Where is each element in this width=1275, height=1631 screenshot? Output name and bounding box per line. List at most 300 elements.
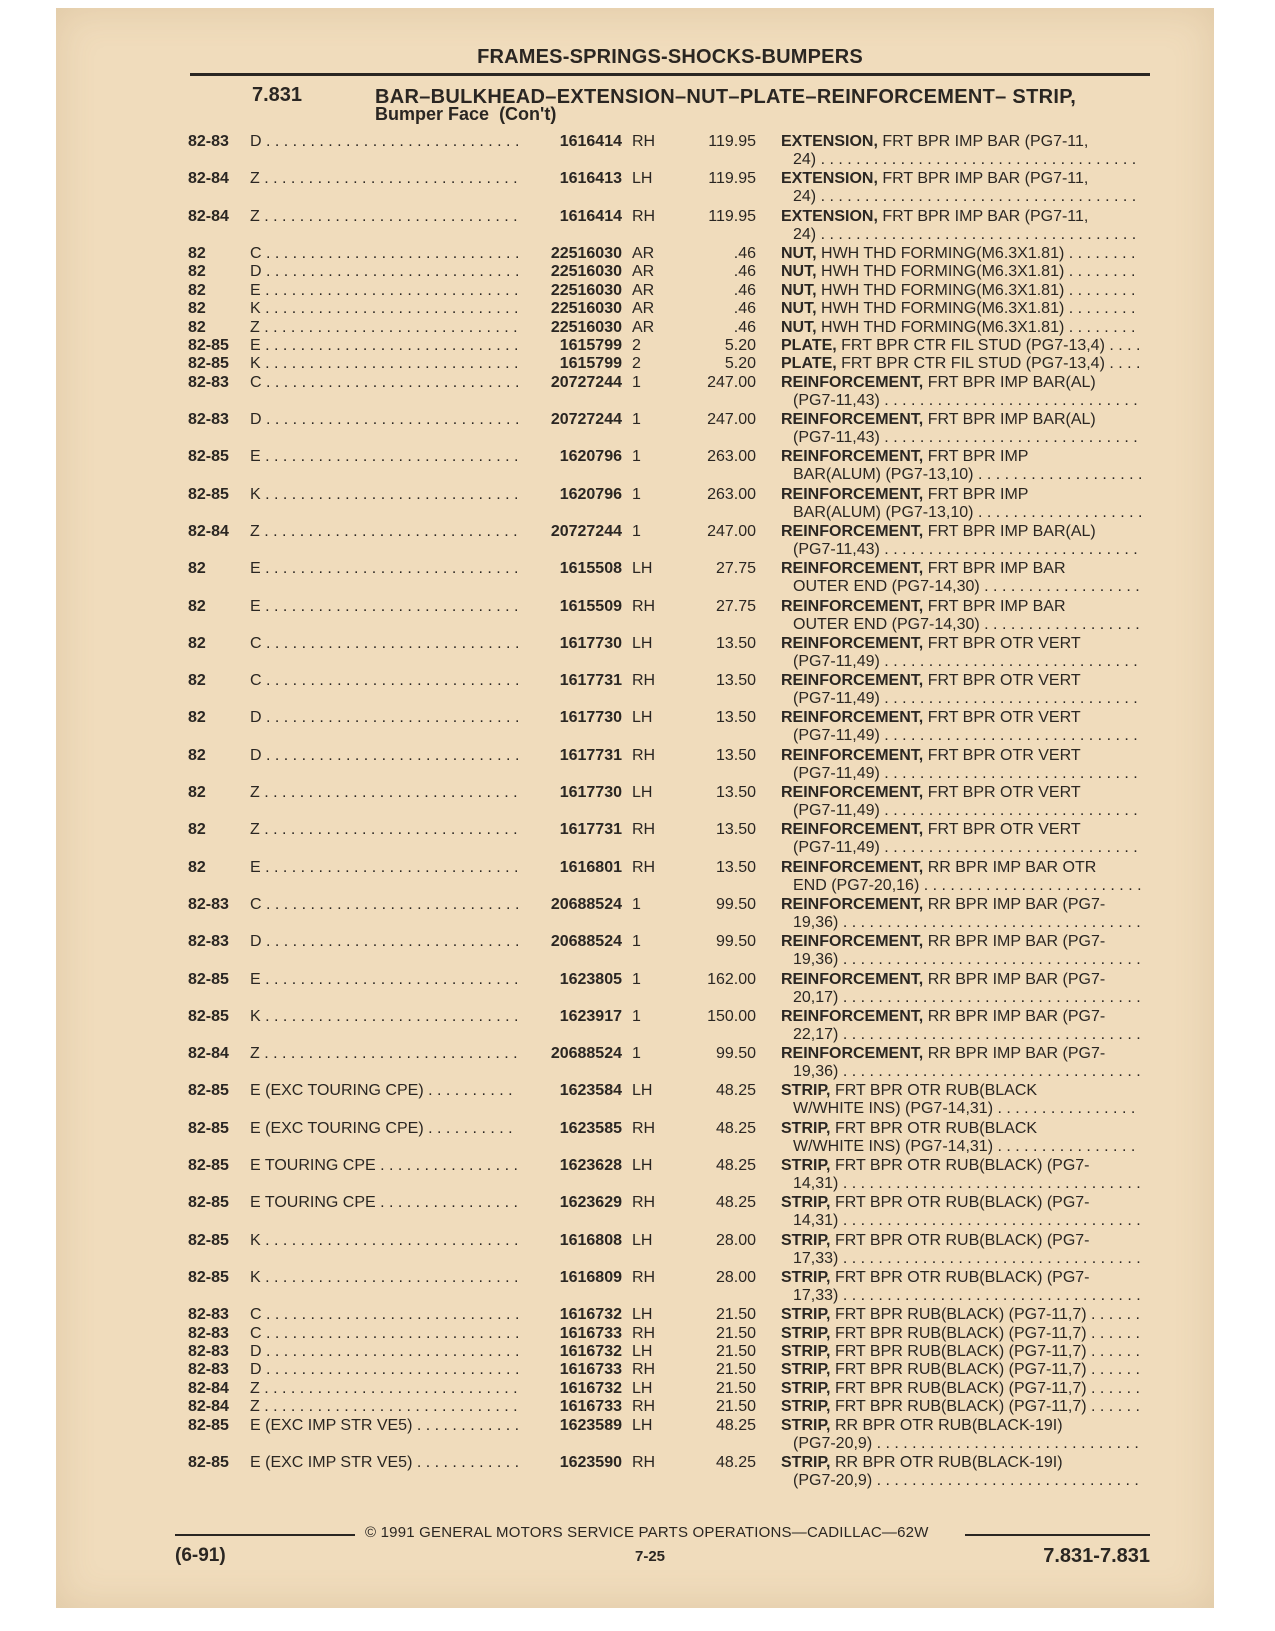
- row-description-text: RR BPR OTR RUB(BLACK-19I): [834, 1453, 1063, 1471]
- row-quantity: RH: [632, 1361, 656, 1379]
- row-description-continued: 17,33) . . .: [793, 1287, 1141, 1305]
- row-description: [781, 1008, 1141, 1026]
- row-description: [781, 635, 1141, 653]
- row-part-name: STRIP,: [781, 1398, 831, 1416]
- row-description-text: FRT BPR IMP: [927, 485, 1029, 503]
- row-part-name: EXTENSION,: [781, 170, 878, 188]
- row-quantity: RH: [632, 1194, 656, 1212]
- row-price: 119.95: [708, 170, 756, 188]
- row-year: 82: [188, 300, 206, 318]
- row-year: 82-83: [188, 133, 229, 150]
- row-description-text: HWH THD FORMING(M6.3X1.81): [821, 263, 1065, 281]
- row-description: [781, 747, 1141, 765]
- row-price: 99.50: [715, 1045, 756, 1063]
- header-rule: [190, 73, 1150, 76]
- row-part-number: 1616733: [559, 1398, 622, 1416]
- row-description: [781, 355, 1141, 373]
- row-year: 82-85: [188, 1268, 229, 1286]
- row-part-number: 1623584: [559, 1082, 622, 1100]
- row-description-continued: 24) . . .: [793, 151, 1141, 169]
- row-price: 5.20: [724, 336, 756, 354]
- row-year: 82: [188, 263, 206, 281]
- row-quantity: 1: [632, 1045, 641, 1063]
- row-year: 82-83: [188, 1361, 229, 1379]
- row-model: E . . .: [250, 971, 518, 989]
- row-model: C . . .: [250, 374, 518, 392]
- row-description: [781, 1120, 1141, 1138]
- row-description-text: RR BPR IMP BAR (PG7-: [927, 970, 1106, 988]
- row-model: K . . .: [250, 300, 518, 318]
- row-part-name: STRIP,: [781, 1231, 831, 1249]
- row-model: D . . .: [250, 133, 518, 151]
- row-price: 27.75: [715, 560, 756, 578]
- row-model: K . . .: [250, 486, 518, 504]
- row-description-continued: 20,17) . . .: [793, 989, 1141, 1007]
- row-year: 82: [188, 672, 206, 690]
- row-model: D . . .: [250, 933, 518, 951]
- page-header: FRAMES-SPRINGS-SHOCKS-BUMPERS: [477, 46, 863, 68]
- row-part-name: STRIP,: [781, 1343, 831, 1360]
- row-description-text: RR BPR IMP BAR (PG7-: [927, 933, 1106, 951]
- row-description: [781, 1361, 1141, 1379]
- row-description-text: RR BPR IMP BAR (PG7-: [927, 895, 1106, 913]
- row-part-number: 1616732: [559, 1379, 622, 1397]
- row-model: D . . .: [250, 747, 518, 765]
- row-description: [781, 1398, 1141, 1416]
- row-part-number: 1616413: [559, 170, 622, 188]
- row-part-name: PLATE,: [781, 355, 837, 373]
- row-description: [781, 1082, 1141, 1100]
- row-part-name: REINFORCEMENT,: [781, 1045, 924, 1063]
- row-part-number: 1623628: [559, 1157, 622, 1174]
- row-description-text: FRT BPR OTR RUB(BLACK) (PG7-: [834, 1268, 1090, 1286]
- row-description: [781, 245, 1141, 263]
- row-quantity: LH: [632, 1416, 653, 1434]
- row-part-number: 22516030: [550, 263, 622, 281]
- row-quantity: RH: [632, 597, 656, 615]
- row-part-number: 20727244: [550, 411, 622, 428]
- row-part-number: 1615799: [559, 336, 622, 354]
- row-part-number: 20727244: [550, 522, 622, 540]
- row-model: C . . .: [250, 245, 518, 263]
- row-description: [781, 859, 1141, 877]
- row-year: 82-85: [188, 355, 229, 373]
- row-model: C . . .: [250, 1325, 518, 1343]
- row-description-continued: (PG7-11,49) . . .: [793, 727, 1141, 745]
- row-description-text: FRT BPR CTR FIL STUD (PG7-13,4): [841, 336, 1105, 354]
- row-quantity: LH: [632, 784, 653, 801]
- row-model: E . . .: [250, 560, 518, 578]
- row-description: [781, 1269, 1141, 1287]
- row-description: [781, 560, 1141, 578]
- row-part-name: STRIP,: [781, 1324, 831, 1342]
- row-model: C . . .: [250, 1306, 518, 1324]
- row-description: [781, 1194, 1141, 1212]
- row-description-continued: 24) . . .: [793, 226, 1141, 244]
- row-part-name: NUT,: [781, 318, 817, 336]
- row-year: 82: [188, 821, 206, 839]
- row-price: 28.00: [715, 1231, 756, 1249]
- row-description-continued: 14,31) . . .: [793, 1212, 1141, 1230]
- row-model: C . . .: [250, 672, 518, 690]
- row-quantity: RH: [632, 858, 656, 876]
- row-description-continued: 19,36) . . .: [793, 1063, 1141, 1081]
- row-part-number: 1617731: [559, 672, 622, 690]
- row-part-name: NUT,: [781, 244, 817, 262]
- row-model: E (EXC IMP STR VE5) . . .: [250, 1417, 518, 1435]
- row-quantity: 1: [632, 448, 641, 466]
- row-description: [781, 1417, 1141, 1435]
- row-quantity: 2: [632, 336, 641, 354]
- row-model: Z . . .: [250, 1380, 518, 1398]
- row-description-text: FRT BPR CTR FIL STUD (PG7-13,4): [841, 355, 1105, 373]
- row-price: 48.25: [715, 1082, 756, 1100]
- row-price: 21.50: [715, 1361, 756, 1379]
- row-quantity: RH: [632, 1268, 656, 1286]
- row-description-text: FRT BPR RUB(BLACK) (PG7-11,7): [834, 1343, 1087, 1360]
- row-part-number: 1623590: [559, 1453, 622, 1471]
- row-description-text: FRT BPR RUB(BLACK) (PG7-11,7): [834, 1324, 1087, 1342]
- row-model: E . . .: [250, 282, 518, 300]
- row-year: 82: [188, 318, 206, 336]
- row-price: 21.50: [715, 1306, 756, 1324]
- row-description-continued: BAR(ALUM) (PG7-13,10) . . .: [793, 466, 1141, 484]
- row-price: 13.50: [715, 821, 756, 839]
- row-description: [781, 319, 1141, 337]
- row-year: 82: [188, 858, 206, 876]
- row-model: Z . . .: [250, 319, 518, 337]
- row-quantity: RH: [632, 207, 656, 225]
- row-year: 82-84: [188, 207, 229, 225]
- row-part-number: 1617730: [559, 709, 622, 727]
- row-description-continued: (PG7-11,43) . . .: [793, 429, 1141, 447]
- row-price: 48.25: [715, 1119, 756, 1137]
- row-year: 82-83: [188, 373, 229, 391]
- row-description-text: FRT BPR OTR VERT: [927, 634, 1081, 652]
- row-description-continued: (PG7-11,49) . . .: [793, 765, 1141, 783]
- row-description-continued: 24) . . .: [793, 188, 1141, 206]
- row-year: 82-85: [188, 1119, 229, 1137]
- row-description-text: HWH THD FORMING(M6.3X1.81): [821, 300, 1065, 318]
- row-description: [781, 896, 1141, 914]
- row-price: 13.50: [715, 634, 756, 652]
- row-quantity: LH: [632, 1157, 653, 1174]
- row-description-text: RR BPR IMP BAR (PG7-: [927, 1045, 1106, 1063]
- row-description-text: FRT BPR RUB(BLACK) (PG7-11,7): [834, 1306, 1087, 1324]
- row-quantity: RH: [632, 821, 656, 839]
- row-part-name: NUT,: [781, 300, 817, 318]
- row-part-number: 1615509: [559, 597, 622, 615]
- row-price: .46: [733, 263, 756, 281]
- section-subtitle: [375, 104, 556, 125]
- row-model: Z . . .: [250, 208, 518, 226]
- row-quantity: AR: [632, 263, 655, 281]
- row-price: .46: [733, 300, 756, 318]
- row-description-text: FRT BPR OTR RUB(BLACK: [834, 1119, 1038, 1137]
- row-model: Z . . .: [250, 523, 518, 541]
- row-year: 82-85: [188, 1194, 229, 1212]
- section-number: 7.831: [252, 84, 303, 106]
- row-price: 263.00: [707, 448, 756, 466]
- row-part-number: 1616809: [559, 1268, 622, 1286]
- row-part-number: 1616733: [559, 1361, 622, 1379]
- row-description: [781, 208, 1141, 226]
- row-description: [781, 337, 1141, 355]
- row-description: [781, 709, 1141, 727]
- row-model: K . . .: [250, 355, 518, 373]
- footer-section-range: 7.831-7.831: [1043, 1545, 1150, 1567]
- row-part-name: STRIP,: [781, 1416, 831, 1434]
- row-model: Z . . .: [250, 1045, 518, 1063]
- row-description-text: FRT BPR IMP BAR(AL): [927, 411, 1096, 428]
- row-price: 28.00: [715, 1268, 756, 1286]
- row-price: 119.95: [708, 207, 756, 225]
- row-description-text: FRT BPR OTR RUB(BLACK) (PG7-: [834, 1157, 1090, 1174]
- row-part-name: REINFORCEMENT,: [781, 970, 924, 988]
- row-quantity: 1: [632, 373, 641, 391]
- footer-date: (6-91): [175, 1545, 226, 1566]
- row-part-number: 22516030: [550, 244, 622, 262]
- row-part-name: NUT,: [781, 281, 817, 299]
- row-model: Z . . .: [250, 784, 518, 802]
- row-part-name: REINFORCEMENT,: [781, 411, 924, 428]
- row-quantity: RH: [632, 1398, 656, 1416]
- row-part-name: REINFORCEMENT,: [781, 895, 924, 913]
- row-model: E TOURING CPE . . .: [250, 1194, 518, 1212]
- row-description-text: FRT BPR OTR RUB(BLACK) (PG7-: [834, 1231, 1090, 1249]
- row-part-number: 1617731: [559, 746, 622, 764]
- row-part-name: REINFORCEMENT,: [781, 821, 924, 839]
- row-part-number: 1623805: [559, 970, 622, 988]
- row-model: D . . .: [250, 709, 518, 727]
- row-quantity: 1: [632, 522, 641, 540]
- row-description-continued: W/WHITE INS) (PG7-14,31) . . .: [793, 1100, 1141, 1118]
- row-quantity: 1: [632, 485, 641, 503]
- row-model: E TOURING CPE . . .: [250, 1157, 518, 1175]
- row-part-number: 1617730: [559, 634, 622, 652]
- row-price: 99.50: [715, 895, 756, 913]
- row-part-name: STRIP,: [781, 1361, 831, 1379]
- row-year: 82: [188, 281, 206, 299]
- row-year: 82-83: [188, 1324, 229, 1342]
- row-quantity: RH: [632, 1324, 656, 1342]
- row-part-name: REINFORCEMENT,: [781, 784, 924, 801]
- row-part-number: 1623917: [559, 1007, 622, 1025]
- row-description-continued: 22,17) . . .: [793, 1026, 1141, 1044]
- row-description-text: FRT BPR OTR RUB(BLACK: [834, 1082, 1038, 1100]
- row-description-text: FRT BPR IMP BAR (PG7-11,: [882, 170, 1089, 188]
- row-description: [781, 1454, 1141, 1472]
- footer-page-number: 7-25: [634, 1548, 666, 1565]
- row-part-number: 1617731: [559, 821, 622, 839]
- row-year: 82-85: [188, 485, 229, 503]
- row-description: [781, 282, 1141, 300]
- row-model: Z . . .: [250, 170, 518, 188]
- row-description: [781, 821, 1141, 839]
- row-quantity: 1: [632, 970, 641, 988]
- row-part-number: 1616808: [559, 1231, 622, 1249]
- row-model: D . . .: [250, 1361, 518, 1379]
- row-quantity: RH: [632, 746, 656, 764]
- row-year: 82-83: [188, 933, 229, 951]
- row-description-text: HWH THD FORMING(M6.3X1.81): [821, 318, 1065, 336]
- row-year: 82-85: [188, 1416, 229, 1434]
- row-description: [781, 448, 1141, 466]
- row-description-continued: OUTER END (PG7-14,30) . . .: [793, 616, 1141, 634]
- row-description-continued: (PG7-11,49) . . .: [793, 839, 1141, 857]
- row-quantity: 1: [632, 411, 641, 428]
- row-year: 82-84: [188, 170, 229, 188]
- row-model: E . . .: [250, 598, 518, 616]
- row-price: 263.00: [707, 485, 756, 503]
- row-description: [781, 1306, 1141, 1324]
- row-part-name: REINFORCEMENT,: [781, 448, 924, 466]
- row-price: 21.50: [715, 1324, 756, 1342]
- row-part-name: REINFORCEMENT,: [781, 1007, 924, 1025]
- row-description-continued: (PG7-20,9) . . .: [793, 1435, 1141, 1453]
- row-quantity: AR: [632, 244, 655, 262]
- row-model: C . . .: [250, 635, 518, 653]
- row-description-text: FRT BPR IMP BAR (PG7-11,: [882, 207, 1089, 225]
- row-part-number: 20688524: [550, 895, 622, 913]
- row-year: 82-85: [188, 1007, 229, 1025]
- row-year: 82: [188, 244, 206, 262]
- row-description-text: FRT BPR IMP BAR (PG7-11,: [882, 133, 1089, 150]
- row-part-number: 1623589: [559, 1416, 622, 1434]
- row-price: 13.50: [715, 746, 756, 764]
- row-year: 82: [188, 597, 206, 615]
- row-part-number: 1615508: [559, 560, 622, 578]
- row-model: K . . .: [250, 1269, 518, 1287]
- row-part-number: 1616414: [559, 207, 622, 225]
- row-description: [781, 1157, 1141, 1175]
- row-quantity: LH: [632, 560, 653, 578]
- row-year: 82-83: [188, 411, 229, 428]
- row-price: .46: [733, 281, 756, 299]
- row-price: .46: [733, 318, 756, 336]
- row-part-number: 1623585: [559, 1119, 622, 1137]
- row-part-name: REINFORCEMENT,: [781, 709, 924, 727]
- row-year: 82-83: [188, 1306, 229, 1324]
- row-part-name: STRIP,: [781, 1379, 831, 1397]
- section-title: BAR–BULKHEAD–EXTENSION–NUT–PLATE–REINFORCEMENT– STRIP,: [375, 86, 1077, 108]
- row-quantity: AR: [632, 318, 655, 336]
- row-description-continued: (PG7-11,49) . . .: [793, 690, 1141, 708]
- row-description-continued: (PG7-11,49) . . .: [793, 653, 1141, 671]
- row-description-text: FRT BPR IMP BAR(AL): [927, 522, 1096, 540]
- row-part-name: STRIP,: [781, 1157, 831, 1174]
- row-part-name: REINFORCEMENT,: [781, 522, 924, 540]
- row-quantity: RH: [632, 672, 656, 690]
- row-year: 82-84: [188, 1398, 229, 1416]
- row-description: [781, 374, 1141, 392]
- row-description: [781, 1325, 1141, 1343]
- row-part-number: 1616414: [559, 133, 622, 150]
- row-year: 82-84: [188, 1379, 229, 1397]
- row-part-name: STRIP,: [781, 1453, 831, 1471]
- row-part-number: 20688524: [550, 933, 622, 951]
- row-description-text: RR BPR IMP BAR (PG7-: [927, 1007, 1106, 1025]
- row-price: 162.00: [707, 970, 756, 988]
- row-model: E . . .: [250, 859, 518, 877]
- row-year: 82-83: [188, 895, 229, 913]
- row-price: 150.00: [707, 1007, 756, 1025]
- row-description: [781, 1343, 1141, 1361]
- row-part-name: REINFORCEMENT,: [781, 560, 924, 578]
- row-quantity: LH: [632, 1306, 653, 1324]
- row-part-name: REINFORCEMENT,: [781, 933, 924, 951]
- row-part-number: 1620796: [559, 485, 622, 503]
- row-description-text: FRT BPR OTR VERT: [927, 821, 1081, 839]
- row-part-name: STRIP,: [781, 1194, 831, 1212]
- row-price: 247.00: [707, 373, 756, 391]
- row-part-name: REINFORCEMENT,: [781, 672, 924, 690]
- row-part-name: REINFORCEMENT,: [781, 634, 924, 652]
- row-price: .46: [733, 244, 756, 262]
- row-description-text: FRT BPR RUB(BLACK) (PG7-11,7): [834, 1398, 1087, 1416]
- row-description: [781, 971, 1141, 989]
- row-description: [781, 1380, 1141, 1398]
- row-price: 13.50: [715, 784, 756, 801]
- row-part-number: 22516030: [550, 281, 622, 299]
- row-part-name: STRIP,: [781, 1082, 831, 1100]
- row-part-number: 1620796: [559, 448, 622, 466]
- row-quantity: AR: [632, 281, 655, 299]
- row-description-continued: 17,33) . . .: [793, 1250, 1141, 1268]
- row-part-number: 20688524: [550, 1045, 622, 1063]
- row-part-name: STRIP,: [781, 1119, 831, 1137]
- row-quantity: 1: [632, 1007, 641, 1025]
- row-description-text: FRT BPR OTR VERT: [927, 784, 1081, 801]
- row-year: 82-83: [188, 1343, 229, 1360]
- row-description: [781, 598, 1141, 616]
- row-description-text: FRT BPR RUB(BLACK) (PG7-11,7): [834, 1361, 1087, 1379]
- row-price: 27.75: [715, 597, 756, 615]
- row-quantity: LH: [632, 1082, 653, 1100]
- row-price: 48.25: [715, 1416, 756, 1434]
- row-model: D . . .: [250, 263, 518, 281]
- row-description: [781, 486, 1141, 504]
- row-quantity: LH: [632, 709, 653, 727]
- row-quantity: RH: [632, 133, 656, 150]
- row-description-text: FRT BPR IMP BAR(AL): [927, 373, 1096, 391]
- row-description: [781, 523, 1141, 541]
- row-year: 82: [188, 746, 206, 764]
- row-year: 82-85: [188, 448, 229, 466]
- row-quantity: LH: [632, 1379, 653, 1397]
- footer-copyright: © 1991 GENERAL MOTORS SERVICE PARTS OPERATIONS—CADILLAC—62W: [365, 1524, 929, 1541]
- row-description-text: HWH THD FORMING(M6.3X1.81): [821, 281, 1065, 299]
- row-price: 99.50: [715, 933, 756, 951]
- row-year: 82: [188, 709, 206, 727]
- row-price: 247.00: [707, 522, 756, 540]
- row-quantity: AR: [632, 300, 655, 318]
- row-quantity: 1: [632, 895, 641, 913]
- footer-rule-left: [175, 1534, 355, 1536]
- row-description-text: FRT BPR OTR RUB(BLACK) (PG7-: [834, 1194, 1090, 1212]
- row-part-name: PLATE,: [781, 336, 837, 354]
- row-description-continued: W/WHITE INS) (PG7-14,31) . . .: [793, 1138, 1141, 1156]
- row-model: E . . .: [250, 337, 518, 355]
- row-year: 82: [188, 634, 206, 652]
- row-quantity: LH: [632, 170, 653, 188]
- row-quantity: RH: [632, 1119, 656, 1137]
- row-quantity: LH: [632, 1343, 653, 1360]
- row-description: [781, 933, 1141, 951]
- row-description-text: FRT BPR OTR VERT: [927, 746, 1081, 764]
- row-description: [781, 170, 1141, 188]
- row-part-number: 1616732: [559, 1306, 622, 1324]
